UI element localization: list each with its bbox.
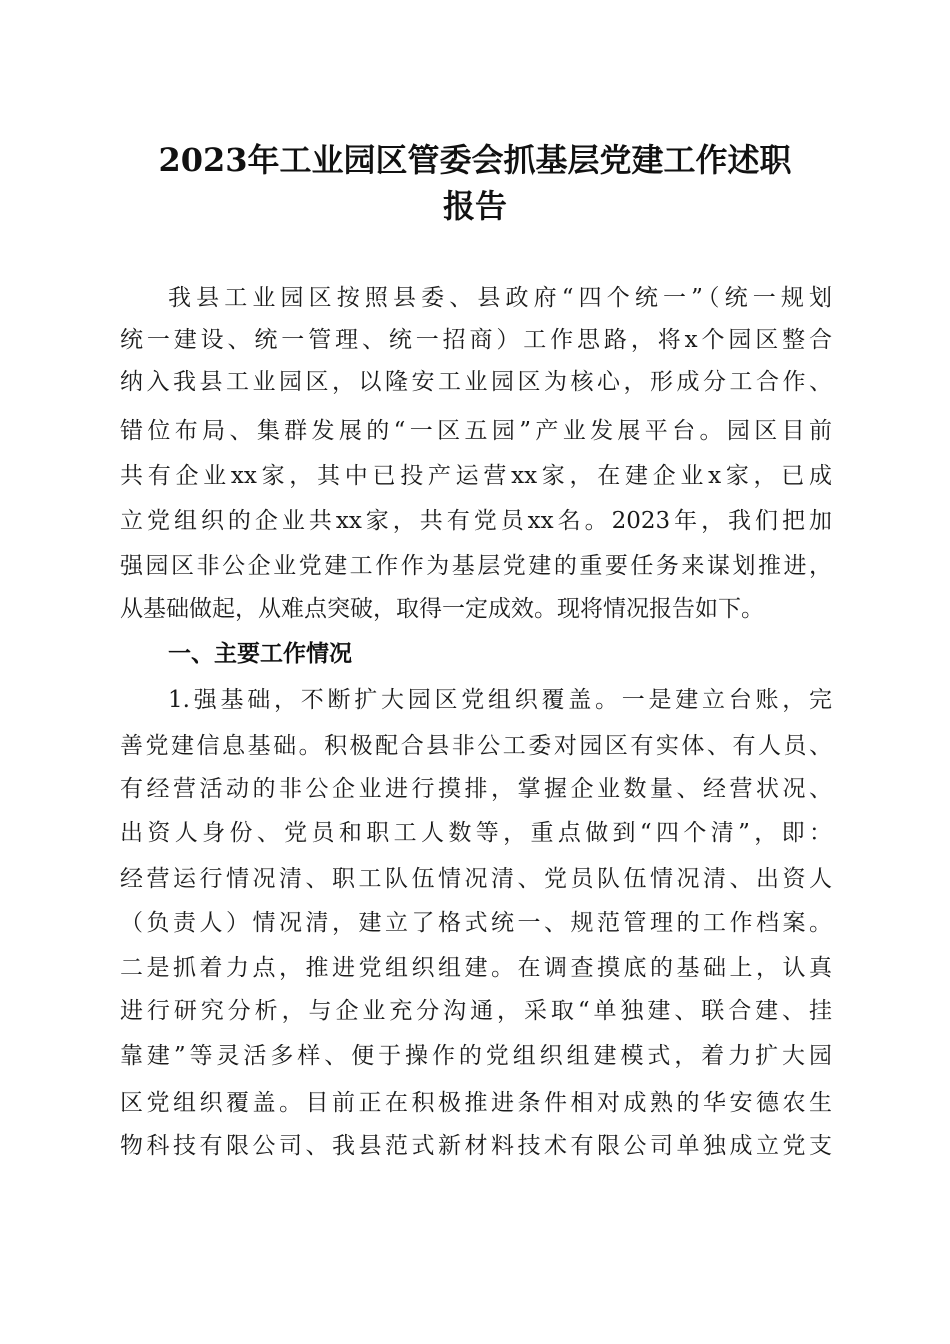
section1-line: 1.强基础，不断扩大园区党组织覆盖。一是建立台账，完 [168, 687, 832, 713]
intro-line: 立党组织的企业共xx家，共有党员xx名。2023年，我们把加 [120, 508, 832, 534]
section1-line: 有经营活动的非公企业进行摸排，掌握企业数量、经营状况、 [120, 776, 832, 802]
section1-line: 区党组织覆盖。目前正在积极推进条件相对成熟的华安德农生 [120, 1090, 832, 1116]
intro-line: 强园区非公企业党建工作作为基层党建的重要任务来谋划推进， [120, 553, 832, 579]
section1-line: 出资人身份、党员和职工人数等，重点做到“四个清”，即： [120, 820, 832, 846]
intro-line: 我县工业园区按照县委、县政府“四个统一”（统一规划 [168, 285, 832, 311]
section1-line: 经营运行情况清、职工队伍情况清、党员队伍情况清、出资人 [120, 866, 832, 892]
section1-line: 进行研究分析，与企业充分沟通，采取“单独建、联合建、挂 [120, 998, 832, 1024]
section-heading: 一、主要工作情况 [168, 641, 352, 667]
section1-line: 物科技有限公司、我县范式新材料技术有限公司单独成立党支 [120, 1133, 832, 1159]
section1-line: 善党建信息基础。积极配合县非公工委对园区有实体、有人员、 [120, 733, 832, 759]
section1-line: （负责人）情况清，建立了格式统一、规范管理的工作档案。 [120, 910, 832, 936]
intro-line: 从基础做起，从难点突破，取得一定成效。现将情况报告如下。 [120, 596, 764, 622]
intro-line: 错位布局、集群发展的“一区五园”产业发展平台。园区目前 [120, 418, 832, 444]
section1-line: 靠建”等灵活多样、便于操作的党组织组建模式，着力扩大园 [120, 1043, 832, 1069]
section1-line: 二是抓着力点，推进党组织组建。在调查摸底的基础上，认真 [120, 955, 832, 981]
intro-line: 共有企业xx家，其中已投产运营xx家，在建企业x家，已成 [120, 463, 832, 489]
document-title-line-1: 2023年工业园区管委会抓基层党建工作述职 [158, 141, 792, 179]
intro-line: 统一建设、统一管理、统一招商）工作思路，将x个园区整合 [120, 327, 832, 353]
document-title-line-2: 报告 [442, 187, 507, 225]
intro-line: 纳入我县工业园区，以隆安工业园区为核心，形成分工合作、 [120, 369, 832, 395]
